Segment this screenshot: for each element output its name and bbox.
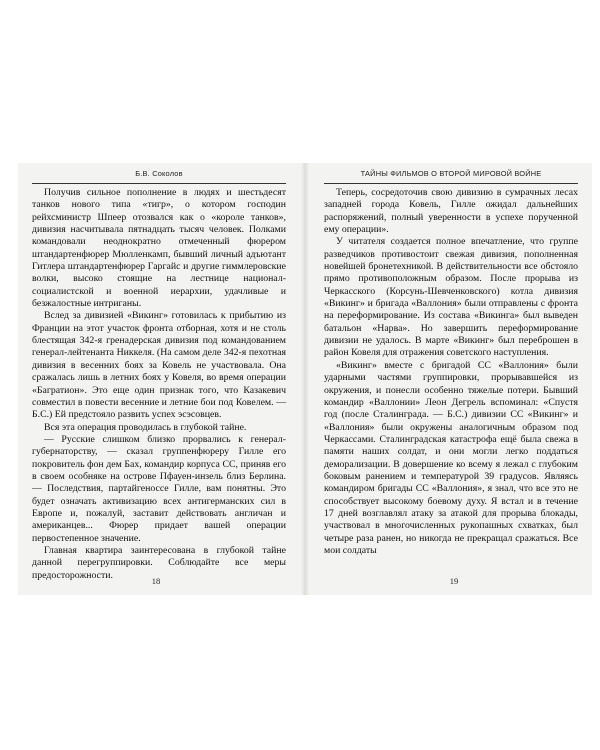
- paragraph: — Русские слишком близко прорвались к генерал-губернаторству, — сказал группенфюреру Гилле его покровитель фон дем Бах, командир корпуса СС, приняв его в своем особняке на острове Пфауен-инзель близ Берлина. — Последствия, партайгеноссе Гилле, вам понятны. Это будет означать активизацию всех антигерманских сил в Европе и, пожалуй, заставит действовать англичан и американцев... Фюрер придает вашей операции первостепенное значение.: [32, 433, 286, 544]
- book-gutter: [301, 163, 309, 595]
- running-head-author: Б.В. Соколов: [32, 169, 286, 184]
- paragraph: Вся эта операция проводилась в глубокой тайне.: [44, 421, 247, 433]
- book-spread: [18, 163, 592, 595]
- paragraph: Вслед за дивизией «Викинг» готовилась к прибытию из Франции на этот участок фронта отборная, хотя и не столь блестящая 342-я гренадерская дивизия под командованием генерал-лейтенанта Никкеля. (На самом деле 342-я пехотная дивизия в весенних боях за Ковель не участвовала. Она сражалась лишь в летних боях у Ковеля, во время операции «Багратион». Это еще один признак того, что Казакевич совместил в повести весенние и летние бои под Ковелем. — Б.С.) Ей предстояло развить успех эсэсовцев.: [32, 310, 286, 421]
- paragraph: «Викинг» вместе с бригадой СС «Валлония» были ударными частями группировки, прорывавшейся из окружения, и понесли особенно тяжелые потери. Бывший командир «Валлонии» Леон Дегрель вспоминал: «Спустя год (после Сталинграда. — Б.С.) дивизии СС «Викинг» и «Валлония» были окружены аналогичным образом под Черкассами. Сталинградская катастрофа ещё была свежа в памяти наших солдат, и они могли легко поддаться деморализации. В довершение ко всему я лежал с глубоким боковым ранением и температурой 39 градусов. Являясь командиром бригады СС «Валлония», я знал, что все это не способствует высокому боевому духу. Я встал и в течение 17 дней возглавлял атаку за атакой для прорыва блокады, участвовал в многочисленных рукопашных схватках, был четыре раза ранен, но никогда не прекращал сражаться. Все мои солдаты: [324, 359, 578, 556]
- running-head-title: ТАЙНЫ ФИЛЬМОВ О ВТОРОЙ МИРОВОЙ ВОЙНЕ: [324, 169, 578, 184]
- page-number-left: 18: [151, 576, 161, 586]
- right-page: [316, 163, 592, 595]
- page-number-right: 19: [449, 576, 459, 586]
- paragraph: У читателя создается полное впечатление, что группе разведчиков противостоит свежая дивизия, пополненная новейшей бронетехникой. В действительности все обстояло прямо противоположным образом. После прорыва из Черкасского (Корсунь-Шевченковского) котла дивизия «Викинг» и бригада «Валлония» были отправлены с фронта на переформирование. Из состава «Викинга» был выведен батальон «Нарва». Но завершить переформирование дивизии не удалось. В марте «Викинг» был переброшен в район Ковеля для отражения советского наступления.: [324, 236, 578, 359]
- paragraph: Теперь, сосредоточив свою дивизию в сумрачных лесах западней города Ковель, Гилле ожидал дальнейших распоряжений, полный уверенности в успехе порученной ему операции».: [324, 187, 578, 236]
- right-page-body: [324, 187, 578, 557]
- left-page: [18, 163, 294, 595]
- left-page-body: [32, 187, 286, 582]
- paragraph: Главная квартира заинтересована в глубокой тайне данной перегруппировки. Соблюдайте все меры предосторожности.: [32, 544, 286, 581]
- paragraph: Получив сильное пополнение в людях и шестьдесят танков нового типа «тигр», о котором господин рейхсминистр Шпеер отозвался как о «короле танков», дивизия насчитывала пятнадцать тысяч человек. Полками командовали неоднократно отмеченный фюрером штандартенфюрер Мюлленкамп, бывший личный адъютант Гитлера штандартенфюрер Гаргайс и другие гиммлеровские волки, высоко стоящие на лестнице национал-социалистской и военной иерархии, удачливые и безжалостные интриганы.: [32, 187, 286, 310]
